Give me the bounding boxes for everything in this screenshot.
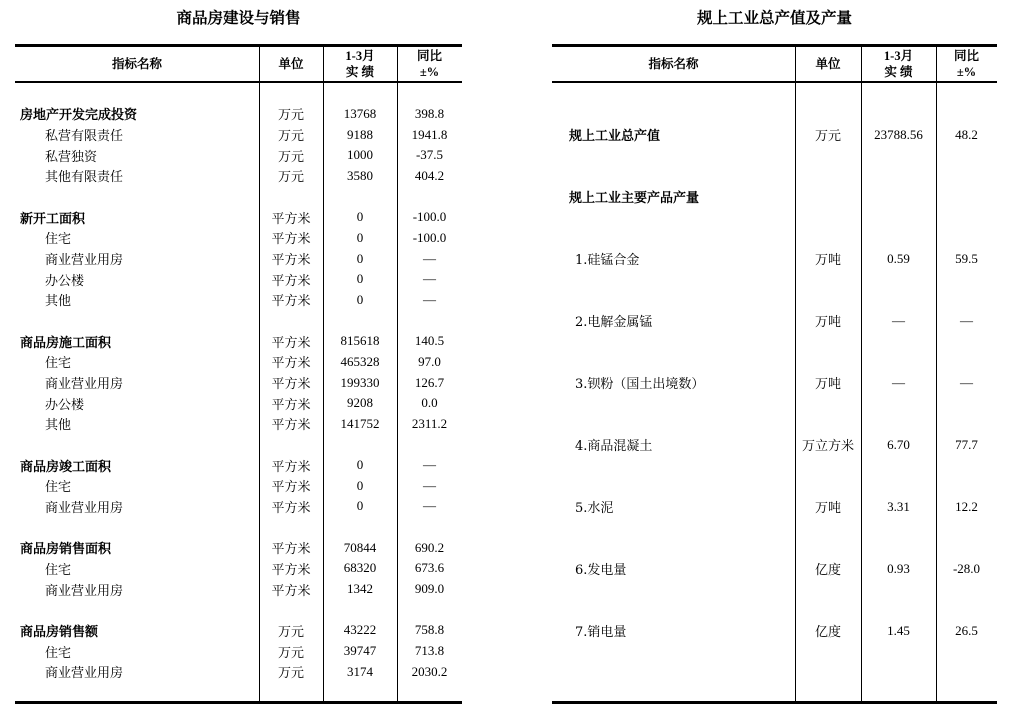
indicator-name: 私营有限责任 [45, 129, 124, 145]
value-cell: 815618 [340, 333, 380, 349]
unit-cell: 平方米 [271, 562, 311, 578]
table-row [552, 538, 997, 600]
value-cell: 0 [356, 209, 364, 225]
yoy-cell: -100.0 [412, 209, 447, 225]
value-cell: 0.59 [887, 250, 910, 266]
unit-cell: 亿度 [814, 563, 841, 579]
unit-cell: 平方米 [271, 418, 311, 434]
header-value [861, 48, 936, 80]
table-header-row [552, 47, 997, 81]
unit-cell: 万元 [277, 129, 304, 145]
yoy-cell: — [960, 374, 973, 390]
unit-cell: 平方米 [271, 459, 311, 475]
column-divider [259, 44, 261, 704]
unit-cell: 平方米 [271, 253, 311, 269]
value-cell: 0 [356, 457, 364, 473]
table-row [552, 414, 997, 476]
header-rule [15, 81, 462, 83]
unit-cell: 万吨 [814, 501, 841, 517]
indicator-name: 7.销电量 [575, 625, 627, 641]
table-row [15, 641, 462, 662]
header-yoy-unit: ±% [419, 65, 440, 79]
indicator-name: 办公楼 [45, 273, 85, 289]
value-cell: 0 [356, 498, 364, 514]
value-cell: 6.70 [887, 436, 910, 452]
value-cell: 465328 [340, 353, 380, 369]
yoy-cell: 26.5 [955, 622, 978, 638]
real-estate-table [15, 44, 462, 704]
yoy-cell: 758.8 [414, 622, 445, 638]
header-yoy-label: 同比 [416, 49, 442, 63]
unit-cell: 万元 [277, 666, 304, 682]
section-heading-row [552, 166, 997, 228]
section-heading-row [15, 207, 462, 228]
yoy-cell: 0.0 [421, 395, 438, 411]
value-cell: 0 [356, 250, 364, 266]
yoy-cell: -28.0 [952, 560, 981, 576]
yoy-cell: 2030.2 [411, 663, 448, 679]
table-row [552, 352, 997, 414]
header-yoy-unit: ±% [956, 65, 977, 79]
indicator-name: 规上工业主要产品产量 [569, 191, 700, 207]
header-value-period: 1-3月 [883, 49, 914, 63]
table-row [15, 579, 462, 600]
value-cell: 23788.56 [874, 126, 923, 142]
value-cell: 199330 [340, 374, 380, 390]
unit-cell: 平方米 [271, 500, 311, 516]
table-row [15, 124, 462, 145]
header-value-period: 1-3月 [345, 49, 375, 63]
header-yoy [936, 48, 997, 80]
indicator-name: 办公楼 [45, 397, 85, 413]
table-row [15, 228, 462, 249]
table-row [15, 269, 462, 290]
indicator-name: 商品房施工面积 [20, 335, 112, 351]
value-cell: 70844 [343, 539, 377, 555]
spacer-row [15, 599, 462, 620]
header-unit: 单位 [815, 56, 841, 71]
indicator-name: 商业营业用房 [45, 500, 124, 516]
yoy-cell: -37.5 [415, 147, 444, 163]
table-row [15, 414, 462, 435]
indicator-name: 1.硅锰合金 [575, 253, 640, 269]
header-indicator-name: 指标名称 [111, 56, 162, 71]
section-heading-row [15, 537, 462, 558]
unit-cell: 平方米 [271, 211, 311, 227]
unit-cell: 平方米 [271, 480, 311, 496]
indicator-name: 4.商品混凝土 [575, 439, 653, 455]
value-cell: — [892, 312, 905, 328]
section-heading-row [15, 331, 462, 352]
unit-cell: 亿度 [814, 625, 841, 641]
spacer-row [15, 186, 462, 207]
table-row [15, 352, 462, 373]
indicator-name: 其他 [45, 418, 72, 434]
unit-cell: 平方米 [271, 335, 311, 351]
table-body [15, 104, 462, 682]
section-heading-row [15, 104, 462, 125]
table-bottom-rule [15, 701, 462, 704]
unit-cell: 万元 [277, 149, 304, 165]
unit-cell: 平方米 [271, 583, 311, 599]
yoy-cell: 404.2 [414, 167, 445, 183]
indicator-name: 房地产开发完成投资 [20, 108, 138, 124]
right-table-title: 规上工业总产值及产量 [696, 9, 852, 27]
column-divider [861, 44, 863, 704]
yoy-cell: — [423, 477, 436, 493]
yoy-cell: — [423, 457, 436, 473]
unit-cell: 万元 [814, 129, 841, 145]
indicator-name: 规上工业总产值 [569, 129, 661, 145]
unit-cell: 平方米 [271, 397, 311, 413]
value-cell: 1000 [347, 147, 373, 163]
indicator-name: 3.钡粉（国土出境数） [575, 377, 705, 393]
column-divider [397, 44, 399, 704]
indicator-name: 住宅 [45, 480, 72, 496]
value-cell: 3174 [347, 663, 373, 679]
indicator-name: 其他 [45, 294, 72, 310]
indicator-name: 私营独资 [45, 149, 98, 165]
left-table-title: 商品房建设与销售 [176, 9, 301, 27]
unit-cell: 平方米 [271, 377, 311, 393]
table-row [552, 476, 997, 538]
table-row [552, 290, 997, 352]
table-row [15, 372, 462, 393]
table-body [552, 104, 997, 662]
unit-cell: 平方米 [271, 542, 311, 558]
header-value-label: 实 绩 [884, 65, 913, 79]
unit-cell: 万元 [277, 624, 304, 640]
value-cell: 13768 [343, 105, 377, 121]
table-row [552, 228, 997, 290]
value-cell: 141752 [340, 415, 380, 431]
indicator-name: 其他有限责任 [45, 170, 124, 186]
indicator-name: 商业营业用房 [45, 377, 124, 393]
unit-cell: 万立方米 [801, 439, 854, 455]
yoy-cell: — [423, 250, 436, 266]
yoy-cell: 690.2 [414, 539, 445, 555]
yoy-cell: 673.6 [414, 560, 445, 576]
section-heading-row [15, 620, 462, 641]
header-rule [552, 81, 997, 83]
indicator-name: 住宅 [45, 232, 72, 248]
value-cell: 0 [356, 291, 364, 307]
yoy-cell: — [423, 291, 436, 307]
column-divider [795, 44, 797, 704]
unit-cell: 万吨 [814, 377, 841, 393]
table-row [15, 290, 462, 311]
table-bottom-rule [552, 701, 997, 704]
table-row [15, 558, 462, 579]
indicator-name: 商品房销售面积 [20, 542, 112, 558]
column-divider [323, 44, 325, 704]
indicator-name: 商业营业用房 [45, 666, 124, 682]
value-cell: 3580 [347, 167, 373, 183]
value-cell: 0 [356, 477, 364, 493]
value-cell: 9188 [347, 126, 373, 142]
yoy-cell: 909.0 [414, 581, 445, 597]
table-header-row [15, 47, 462, 81]
table-row [552, 600, 997, 662]
table-row [15, 166, 462, 187]
yoy-cell: 140.5 [414, 333, 445, 349]
unit-cell: 万元 [277, 170, 304, 186]
indicator-name: 住宅 [45, 356, 72, 372]
unit-cell: 平方米 [271, 356, 311, 372]
yoy-cell: -100.0 [412, 229, 447, 245]
header-yoy-label: 同比 [953, 49, 979, 63]
yoy-cell: — [423, 498, 436, 514]
indicator-name: 6.发电量 [575, 563, 627, 579]
unit-cell: 平方米 [271, 232, 311, 248]
value-cell: 1342 [347, 581, 373, 597]
unit-cell: 万吨 [814, 253, 841, 269]
unit-cell: 万吨 [814, 315, 841, 331]
unit-cell: 平方米 [271, 294, 311, 310]
value-cell: 1.45 [887, 622, 910, 638]
unit-cell: 平方米 [271, 273, 311, 289]
yoy-cell: 398.8 [414, 105, 445, 121]
spacer-row [15, 310, 462, 331]
table-row [15, 496, 462, 517]
header-value [323, 48, 397, 80]
indicator-name: 商品房竣工面积 [20, 459, 112, 475]
yoy-cell: 97.0 [418, 353, 441, 369]
value-cell: 9208 [347, 395, 373, 411]
yoy-cell: 1941.8 [411, 126, 448, 142]
indicator-name: 住宅 [45, 562, 72, 578]
indicator-name: 住宅 [45, 645, 72, 661]
header-indicator-name: 指标名称 [648, 56, 699, 71]
yoy-cell: — [960, 312, 973, 328]
value-cell: 0 [356, 229, 364, 245]
industrial-output-table [552, 44, 997, 704]
yoy-cell: 713.8 [414, 643, 445, 659]
indicator-name: 商业营业用房 [45, 253, 124, 269]
yoy-cell: 2311.2 [411, 415, 448, 431]
indicator-name: 商业营业用房 [45, 583, 124, 599]
value-cell: 0 [356, 271, 364, 287]
yoy-cell: 12.2 [955, 498, 978, 514]
spacer-row [15, 517, 462, 538]
value-cell: 39747 [343, 643, 377, 659]
yoy-cell: — [423, 271, 436, 287]
unit-cell: 万元 [277, 645, 304, 661]
table-row [15, 248, 462, 269]
value-cell: 3.31 [887, 498, 910, 514]
section-heading-row [552, 104, 997, 166]
yoy-cell: 77.7 [955, 436, 978, 452]
section-heading-row [15, 455, 462, 476]
indicator-name: 新开工面积 [20, 211, 86, 227]
column-divider [936, 44, 938, 704]
yoy-cell: 48.2 [955, 126, 978, 142]
table-row [15, 145, 462, 166]
header-yoy [397, 48, 462, 80]
value-cell: 0.93 [887, 560, 910, 576]
indicator-name: 商品房销售额 [20, 624, 99, 640]
value-cell: 68320 [343, 560, 377, 576]
yoy-cell: 126.7 [414, 374, 445, 390]
spacer-row [15, 434, 462, 455]
table-row [15, 393, 462, 414]
value-cell: — [892, 374, 905, 390]
unit-cell: 万元 [277, 108, 304, 124]
indicator-name: 2.电解金属锰 [575, 315, 653, 331]
table-row [15, 475, 462, 496]
header-value-label: 实 绩 [345, 65, 375, 79]
table-row [15, 661, 462, 682]
indicator-name: 5.水泥 [575, 501, 614, 517]
header-unit: 单位 [278, 56, 304, 71]
value-cell: 43222 [343, 622, 377, 638]
yoy-cell: 59.5 [955, 250, 978, 266]
